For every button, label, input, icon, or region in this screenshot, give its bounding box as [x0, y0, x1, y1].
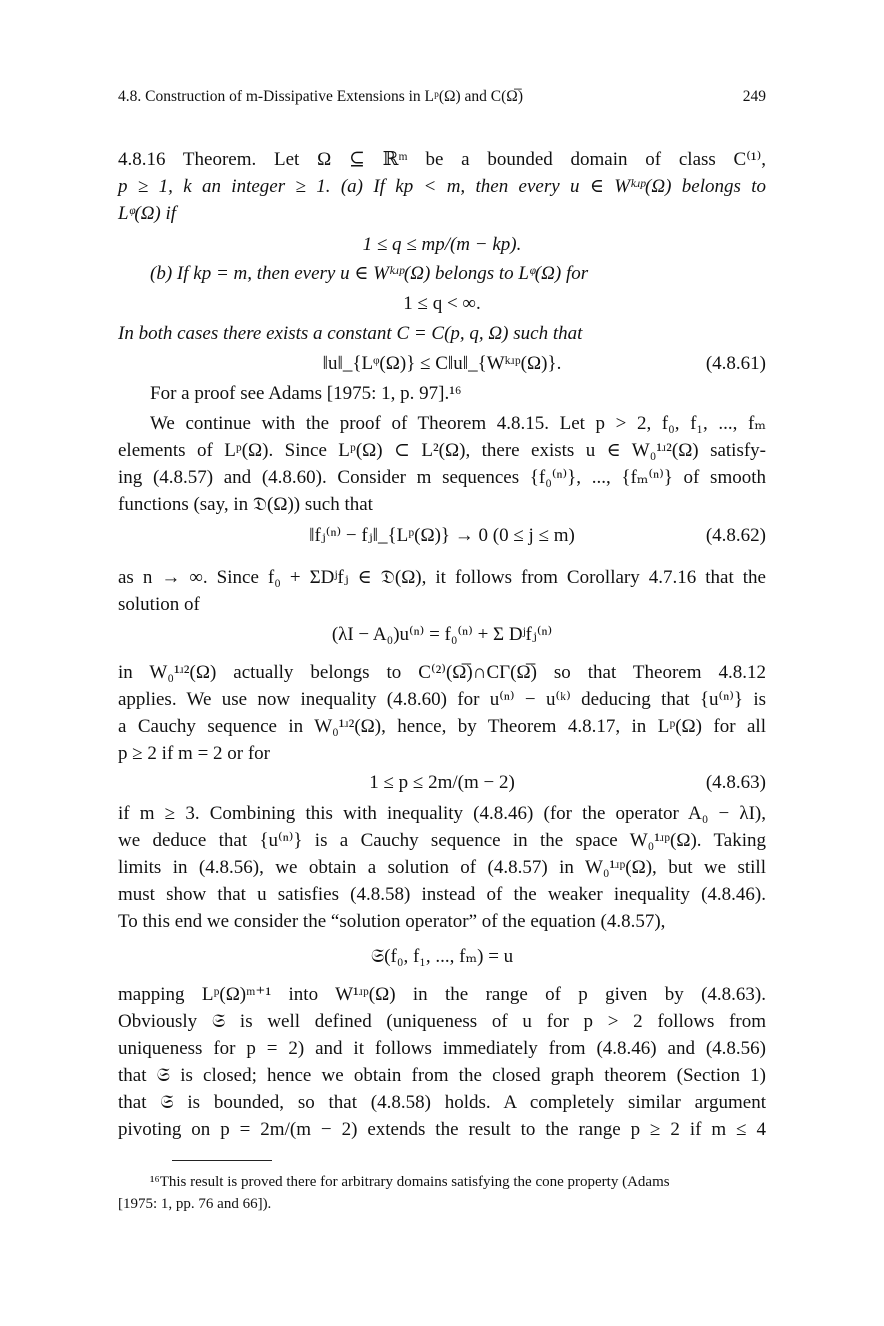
footnote-line-1: ¹⁶This result is proved there for arbitrary domains satisfying the cone property (Adams	[150, 1174, 670, 1190]
solution-operator-equation: 𝔖(f₀, f₁, ..., fₘ) = u	[370, 946, 514, 967]
paragraph-line: if m ≥ 3. Combining this with inequality (4.8.46) (for the operator A₀ − λI),	[118, 803, 766, 824]
equation-4-8-61	[118, 352, 766, 376]
equation-body: ‖u‖_{Lᵠ(Ω)} ≤ C‖u‖_{Wᵏʴᵖ(Ω)}.	[322, 353, 562, 374]
paragraph-line: elements of Lᵖ(Ω). Since Lᵖ(Ω) ⊂ L²(Ω), there exists u ∈ W₀¹ʴ²(Ω) satisfy-	[118, 440, 766, 461]
paragraph-line: that 𝔖 is bounded, so that (4.8.58) holds. A completely similar argument	[118, 1092, 766, 1113]
footnote-rule	[172, 1160, 272, 1161]
paragraph-line: solution of	[118, 594, 200, 615]
paragraph-line: we deduce that {u⁽ⁿ⁾} is a Cauchy sequence in the space W₀¹ʴᵖ(Ω). Taking	[118, 830, 766, 851]
theorem-line-3: Lᵠ(Ω) if	[118, 203, 177, 224]
display-q-range: 1 ≤ q < ∞.	[403, 293, 481, 314]
footnote-line-2: [1975: 1, pp. 76 and 66]).	[118, 1196, 272, 1212]
paragraph-line: applies. We use now inequality (4.8.60) for u⁽ⁿ⁾ − u⁽ᵏ⁾ deducing that {u⁽ⁿ⁾} is	[118, 689, 766, 710]
equation-4-8-63	[118, 771, 766, 795]
paragraph-line: as n → ∞. Since f₀ + ΣDʲfⱼ ∈ 𝔇(Ω), it follows from Corollary 4.7.16 that the	[118, 567, 766, 588]
display-inequality-q: 1 ≤ q ≤ mp/(m − kp).	[362, 234, 522, 255]
paragraph-line: in W₀¹ʴ²(Ω) actually belongs to C⁽²⁾(Ω̅)∩CΓ(Ω̅) so that Theorem 4.8.12	[118, 662, 766, 683]
equation-body: 1 ≤ p ≤ 2m/(m − 2)	[369, 772, 515, 793]
paragraph-line: must show that u satisfies (4.8.58) instead of the weaker inequality (4.8.46).	[118, 884, 766, 905]
page-number: 249	[742, 88, 766, 105]
paragraph-line: Obviously 𝔖 is well defined (uniqueness of u for p > 2 follows from	[118, 1011, 766, 1032]
theorem-line-1: 4.8.16 Theorem. Let Ω ⊆ ℝᵐ be a bounded domain of class C⁽¹⁾,	[118, 149, 766, 170]
paragraph-line: We continue with the proof of Theorem 4.8.15. Let p > 2, f₀, f₁, ..., fₘ	[150, 413, 766, 434]
paragraph-line: ing (4.8.57) and (4.8.60). Consider m sequences {f₀⁽ⁿ⁾}, ..., {fₘ⁽ⁿ⁾} of smooth	[118, 467, 766, 488]
paragraph-line: pivoting on p = 2m/(m − 2) extends the result to the range p ≥ 2 if m ≤ 4	[118, 1119, 766, 1140]
running-title: 4.8. Construction of m-Dissipative Extensions in Lᵖ(Ω) and C(Ω̅)	[118, 88, 523, 105]
paragraph-line: functions (say, in 𝔇(Ω)) such that	[118, 494, 373, 515]
paragraph-line: p ≥ 2 if m = 2 or for	[118, 743, 271, 764]
paragraph-line: uniqueness for p = 2) and it follows immediately from (4.8.46) and (4.8.56)	[118, 1038, 766, 1059]
paragraph-line: To this end we consider the “solution operator” of the equation (4.8.57),	[118, 911, 666, 932]
equation-number: (4.8.62)	[705, 525, 766, 546]
equation-4-8-62	[118, 524, 766, 548]
paragraph-line: that 𝔖 is closed; hence we obtain from the closed graph theorem (Section 1)	[118, 1065, 766, 1086]
equation-number: (4.8.63)	[705, 772, 766, 793]
paragraph-line: a Cauchy sequence in W₀¹ʴ²(Ω), hence, by Theorem 4.8.17, in Lᵖ(Ω) for all	[118, 716, 766, 737]
equation-number: (4.8.61)	[705, 353, 766, 374]
equation-body: ‖fⱼ⁽ⁿ⁾ − fⱼ‖_{Lᵖ(Ω)} → 0 (0 ≤ j ≤ m)	[309, 525, 575, 546]
running-header	[118, 88, 766, 110]
proof-reference: For a proof see Adams [1975: 1, p. 97].¹⁶	[150, 383, 462, 404]
theorem-part-b: (b) If kp = m, then every u ∈ Wᵏʴᵖ(Ω) belongs to Lᵠ(Ω) for	[150, 263, 589, 284]
display-equation: (λI − A₀)u⁽ⁿ⁾ = f₀⁽ⁿ⁾ + Σ Dʲfⱼ⁽ⁿ⁾	[331, 624, 553, 645]
paragraph-line: mapping Lᵖ(Ω)ᵐ⁺¹ into W¹ʴᵖ(Ω) in the range of p given by (4.8.63).	[118, 984, 766, 1005]
theorem-line-2: p ≥ 1, k an integer ≥ 1. (a) If kp < m, then every u ∈ Wᵏʴᵖ(Ω) belongs to	[118, 176, 766, 197]
paragraph-line: limits in (4.8.56), we obtain a solution of (4.8.57) in W₀¹ʴᵖ(Ω), but we still	[118, 857, 766, 878]
theorem-conclusion: In both cases there exists a constant C = C(p, q, Ω) such that	[118, 323, 583, 344]
